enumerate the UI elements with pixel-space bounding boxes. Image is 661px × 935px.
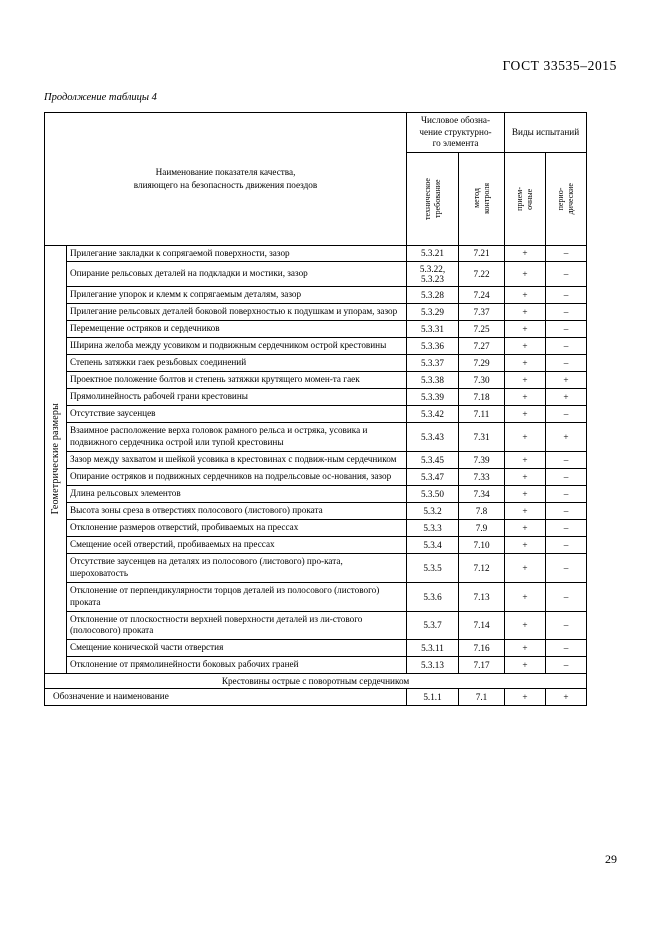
row-periodic-mark: –	[546, 262, 587, 287]
row-structural-element: 5.3.31	[407, 321, 459, 338]
row-structural-element: 5.1.1	[407, 689, 459, 706]
row-periodic-mark: –	[546, 451, 587, 468]
row-indicator-name: Прилегание рельсовых деталей боковой поверхностью к подушкам и упорам, зазор	[67, 304, 407, 321]
row-acceptance-mark: +	[505, 611, 546, 640]
row-indicator-name: Отсутствие заусенцев на деталях из полосового (листового) про-ката, шероховатость	[67, 553, 407, 582]
row-acceptance-mark: +	[505, 355, 546, 372]
header-acceptance-tests: прием- очные	[505, 152, 546, 245]
row-periodic-mark: +	[546, 423, 587, 452]
table-row	[45, 519, 587, 536]
table-body	[45, 245, 587, 706]
quality-indicators-table	[44, 112, 586, 706]
row-acceptance-mark: +	[505, 553, 546, 582]
header-name: Наименование показателя качества, влияющего на безопасность движения поездов	[45, 113, 407, 246]
table-row	[45, 611, 587, 640]
row-structural-element: 5.3.39	[407, 389, 459, 406]
row-indicator-name: Отклонение от перпендикулярности торцов деталей из полосового (листового) проката	[67, 582, 407, 611]
row-acceptance-mark: +	[505, 485, 546, 502]
side-group-label: Геометрические размеры	[45, 245, 67, 674]
page-number: 29	[605, 852, 617, 866]
row-periodic-mark: –	[546, 355, 587, 372]
row-control-method: 7.18	[459, 389, 505, 406]
row-control-method: 7.16	[459, 640, 505, 657]
header-control-method: метод контроля	[459, 152, 505, 245]
row-periodic-mark: +	[546, 689, 587, 706]
row-indicator-name: Зазор между захватом и шейкой усовика в крестовинах с подвиж-ным сердечником	[67, 451, 407, 468]
row-periodic-mark: –	[546, 321, 587, 338]
row-periodic-mark: –	[546, 640, 587, 657]
row-control-method: 7.10	[459, 536, 505, 553]
row-structural-element: 5.3.21	[407, 245, 459, 262]
table-row	[45, 536, 587, 553]
table-continuation-label: Продолжение таблицы 4	[44, 92, 157, 103]
row-structural-element: 5.3.50	[407, 485, 459, 502]
row-structural-element: 5.3.3	[407, 519, 459, 536]
row-control-method: 7.34	[459, 485, 505, 502]
row-acceptance-mark: +	[505, 689, 546, 706]
row-structural-element: 5.3.4	[407, 536, 459, 553]
table-row	[45, 423, 587, 452]
row-acceptance-mark: +	[505, 451, 546, 468]
row-control-method: 7.17	[459, 657, 505, 674]
row-periodic-mark: –	[546, 304, 587, 321]
row-acceptance-mark: +	[505, 582, 546, 611]
row-acceptance-mark: +	[505, 321, 546, 338]
table-row	[45, 640, 587, 657]
row-indicator-name: Проектное положение болтов и степень затяжки крутящего момен-та гаек	[67, 372, 407, 389]
row-periodic-mark: +	[546, 389, 587, 406]
row-periodic-mark: –	[546, 657, 587, 674]
row-indicator-name: Перемещение остряков и сердечников	[67, 321, 407, 338]
row-structural-element: 5.3.5	[407, 553, 459, 582]
row-periodic-mark: –	[546, 553, 587, 582]
row-structural-element: 5.3.13	[407, 657, 459, 674]
table-row	[45, 553, 587, 582]
row-control-method: 7.11	[459, 406, 505, 423]
row-acceptance-mark: +	[505, 389, 546, 406]
row-control-method: 7.13	[459, 582, 505, 611]
row-structural-element: 5.3.47	[407, 468, 459, 485]
row-control-method: 7.33	[459, 468, 505, 485]
header-numeric-designation: Числовое обозна- чение структурно- го элемента	[407, 113, 505, 153]
table-row	[45, 502, 587, 519]
row-structural-element: 5.3.36	[407, 338, 459, 355]
row-control-method: 7.29	[459, 355, 505, 372]
table-row	[45, 582, 587, 611]
row-indicator-name: Степень затяжки гаек резьбовых соединений	[67, 355, 407, 372]
header-periodic-tests: перио- дические	[546, 152, 587, 245]
row-structural-element: 5.3.38	[407, 372, 459, 389]
table-row	[45, 451, 587, 468]
row-indicator-name: Высота зоны среза в отверстиях полосового (листового) проката	[67, 502, 407, 519]
row-acceptance-mark: +	[505, 304, 546, 321]
row-control-method: 7.24	[459, 287, 505, 304]
table-row	[45, 287, 587, 304]
section-title: Крестовины острые с поворотным сердечником	[45, 674, 587, 689]
row-acceptance-mark: +	[505, 245, 546, 262]
table-row	[45, 304, 587, 321]
row-structural-element: 5.3.2	[407, 502, 459, 519]
table-row	[45, 355, 587, 372]
row-indicator-name: Отклонение от плоскостности верхней поверхности деталей из ли-стового (полосового) проката	[67, 611, 407, 640]
table-row	[45, 245, 587, 262]
row-acceptance-mark: +	[505, 406, 546, 423]
row-structural-element: 5.3.42	[407, 406, 459, 423]
row-indicator-name: Ширина желоба между усовиком и подвижным сердечником острой крестовины	[67, 338, 407, 355]
row-control-method: 7.12	[459, 553, 505, 582]
row-periodic-mark: –	[546, 338, 587, 355]
row-periodic-mark: –	[546, 406, 587, 423]
row-indicator-name: Прилегание упорок и клемм к сопрягаемым деталям, зазор	[67, 287, 407, 304]
row-periodic-mark: –	[546, 502, 587, 519]
row-acceptance-mark: +	[505, 338, 546, 355]
row-control-method: 7.22	[459, 262, 505, 287]
row-acceptance-mark: +	[505, 372, 546, 389]
row-indicator-name: Прямолинейность рабочей грани крестовины	[67, 389, 407, 406]
row-periodic-mark: –	[546, 519, 587, 536]
table-row	[45, 321, 587, 338]
row-acceptance-mark: +	[505, 536, 546, 553]
row-structural-element: 5.3.28	[407, 287, 459, 304]
row-control-method: 7.27	[459, 338, 505, 355]
row-periodic-mark: –	[546, 611, 587, 640]
row-acceptance-mark: +	[505, 423, 546, 452]
row-acceptance-mark: +	[505, 262, 546, 287]
row-indicator-name: Смещение конической части отверстия	[67, 640, 407, 657]
table-row	[45, 406, 587, 423]
row-structural-element: 5.3.29	[407, 304, 459, 321]
row-control-method: 7.8	[459, 502, 505, 519]
table-row	[45, 389, 587, 406]
row-acceptance-mark: +	[505, 287, 546, 304]
row-structural-element: 5.3.22, 5.3.23	[407, 262, 459, 287]
row-control-method: 7.9	[459, 519, 505, 536]
table-row	[45, 372, 587, 389]
table-row	[45, 262, 587, 287]
row-acceptance-mark: +	[505, 657, 546, 674]
row-structural-element: 5.3.6	[407, 582, 459, 611]
table-section-row	[45, 674, 587, 689]
row-periodic-mark: +	[546, 372, 587, 389]
table-row	[45, 468, 587, 485]
row-structural-element: 5.3.11	[407, 640, 459, 657]
row-indicator-name: Длина рельсовых элементов	[67, 485, 407, 502]
row-structural-element: 5.3.45	[407, 451, 459, 468]
row-control-method: 7.39	[459, 451, 505, 468]
header-test-types: Виды испытаний	[505, 113, 587, 153]
row-periodic-mark: –	[546, 582, 587, 611]
row-acceptance-mark: +	[505, 640, 546, 657]
row-structural-element: 5.3.43	[407, 423, 459, 452]
table-row	[45, 657, 587, 674]
row-acceptance-mark: +	[505, 468, 546, 485]
row-indicator-name: Прилегание закладки к сопрягаемой поверхности, зазор	[67, 245, 407, 262]
header-technical-requirement: техническое требование	[407, 152, 459, 245]
row-control-method: 7.31	[459, 423, 505, 452]
row-control-method: 7.25	[459, 321, 505, 338]
standard-header: ГОСТ 33535–2015	[502, 58, 617, 73]
row-periodic-mark: –	[546, 536, 587, 553]
row-indicator-name: Обозначение и наименование	[45, 689, 407, 706]
row-control-method: 7.30	[459, 372, 505, 389]
row-control-method: 7.1	[459, 689, 505, 706]
row-periodic-mark: –	[546, 468, 587, 485]
table-row	[45, 338, 587, 355]
row-control-method: 7.14	[459, 611, 505, 640]
table-row	[45, 485, 587, 502]
row-indicator-name: Отсутствие заусенцев	[67, 406, 407, 423]
row-indicator-name: Отклонение размеров отверстий, пробиваемых на прессах	[67, 519, 407, 536]
table-header-row-1	[45, 113, 587, 153]
row-indicator-name: Отклонение от прямолинейности боковых рабочих граней	[67, 657, 407, 674]
row-indicator-name: Опирание остряков и подвижных сердечников на подрельсовые ос-нования, зазор	[67, 468, 407, 485]
row-acceptance-mark: +	[505, 519, 546, 536]
row-indicator-name: Смещение осей отверстий, пробиваемых на прессах	[67, 536, 407, 553]
row-control-method: 7.21	[459, 245, 505, 262]
row-structural-element: 5.3.7	[407, 611, 459, 640]
row-control-method: 7.37	[459, 304, 505, 321]
row-indicator-name: Взаимное расположение верха головок рамного рельса и остряка, усовика и подвижного сердечника острой или тупой крестовины	[67, 423, 407, 452]
row-periodic-mark: –	[546, 485, 587, 502]
row-indicator-name: Опирание рельсовых деталей на подкладки и мостики, зазор	[67, 262, 407, 287]
table-row	[45, 689, 587, 706]
row-periodic-mark: –	[546, 245, 587, 262]
row-structural-element: 5.3.37	[407, 355, 459, 372]
row-acceptance-mark: +	[505, 502, 546, 519]
row-periodic-mark: –	[546, 287, 587, 304]
